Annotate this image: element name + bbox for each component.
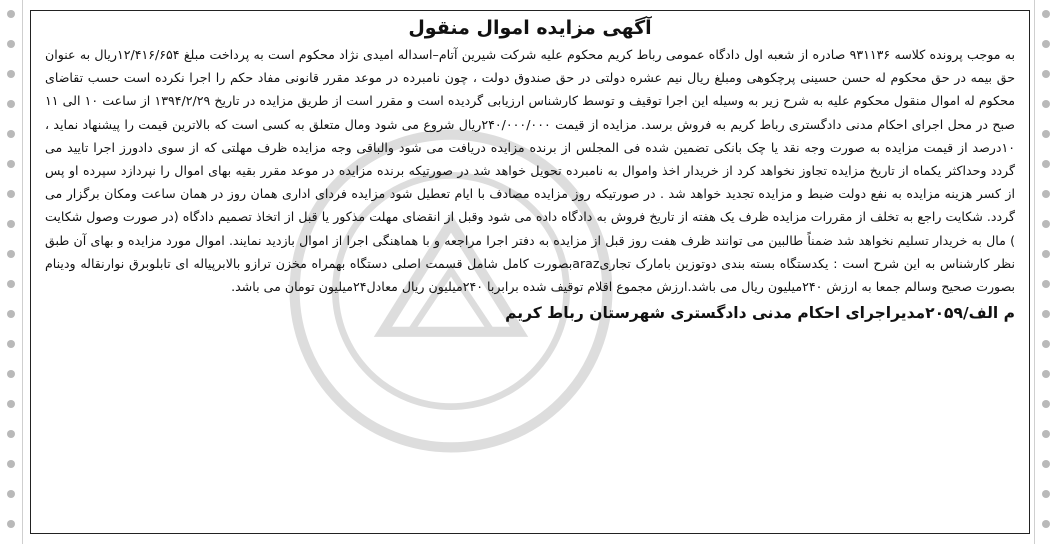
perforation-dot — [7, 370, 15, 378]
perforation-dot — [1042, 370, 1050, 378]
perforation-dot — [7, 220, 15, 228]
right-edge-line — [1034, 0, 1035, 544]
auction-notice — [30, 10, 1030, 534]
perforation-dot — [1042, 430, 1050, 438]
perforation-dot — [7, 40, 15, 48]
perforation-dot — [1042, 490, 1050, 498]
right-perforation-strip — [1035, 0, 1057, 544]
perforation-dot — [1042, 40, 1050, 48]
perforation-dot — [1042, 10, 1050, 18]
perforation-dot — [1042, 190, 1050, 198]
perforation-dot — [7, 100, 15, 108]
notice-signature: م الف/۲۰۵۹مدیراجرای احکام مدنی دادگستری شهرستان رباط کریم — [505, 304, 1015, 323]
perforation-dot — [7, 520, 15, 528]
perforation-dot — [1042, 130, 1050, 138]
perforation-dot — [7, 10, 15, 18]
perforation-dot — [7, 280, 15, 288]
perforation-dot — [7, 250, 15, 258]
perforation-dot — [1042, 520, 1050, 528]
perforation-dot — [1042, 100, 1050, 108]
perforation-dot — [7, 130, 15, 138]
perforation-dot — [7, 310, 15, 318]
left-edge-line — [22, 0, 23, 544]
perforation-dot — [1042, 220, 1050, 228]
perforation-dot — [1042, 160, 1050, 168]
perforation-dot — [1042, 310, 1050, 318]
perforation-dot — [1042, 340, 1050, 348]
perforation-dot — [1042, 280, 1050, 288]
perforation-dot — [1042, 400, 1050, 408]
perforation-dot — [7, 460, 15, 468]
perforation-dot — [7, 490, 15, 498]
notice-title: آگهی مزایده اموال منقول — [408, 17, 652, 39]
perforation-dot — [7, 160, 15, 168]
perforation-dot — [7, 340, 15, 348]
left-perforation-strip — [0, 0, 22, 544]
perforation-dot — [7, 430, 15, 438]
perforation-dot — [1042, 250, 1050, 258]
perforation-dot — [7, 400, 15, 408]
perforation-dot — [7, 190, 15, 198]
perforation-dot — [1042, 460, 1050, 468]
perforation-dot — [7, 70, 15, 78]
perforation-dot — [1042, 70, 1050, 78]
notice-body: به موجب پرونده کلاسه ۹۳۱۱۳۶ صادره از شعبه اول دادگاه عمومی رباط کریم محکوم علیه شرکت شیرین آتام–اسداله امیدی نژاد محکوم است به پرداخت مبلغ ۱۲/۴۱۶/۶۵۴ریال به عنوان حق بیمه در حق محکوم له حسن حسینی پرچکوهی ومبلغ ریال نیم عشره دولتی در حق صندوق دولت ، چون نامبرده در موعد مقرر قانونی مفاد حکم را اجرا نکرده است حسب تقاضای محکوم له اموال منقول محکوم علیه به شرح زیر به وسیله این اجرا توقیف و توسط کارشناس ارزیابی گردیده است و مقرر است از طریق مزایده در تاریخ ۱۳۹۴/۲/۲۹ از ساعت ۱۰ الی ۱۱ صبح در محل اجرای احکام مدنی دادگستری رباط کریم به فروش برسد. مزایده از قیمت ۲۴۰/۰۰۰/۰۰۰ریال شروع می شود ومال متعلق به کسی است که بالاترین قیمت را پیشنهاد نماید ، ۱۰درصد از قیمت مزایده به صورت وجه نقد یا چک بانکی تضمین شده فی المجلس از برنده مزایده دریافت می شود والباقی وجه مزایده ظرف مهلتی که از سوی دادورز اجرا تایید می گردد وحداکثر یکماه از تاریخ مزایده تجاوز نخواهد کرد از خریدار اخذ واموال به نامبرده تحویل خواهد شد در صورتیکه برنده مزایده در موعد مقرر بقیه بهای اموال را نپردازد سپرده او پس از کسر هزینه مزایده به نفع دولت ضبط و مزایده تجدید خواهد شد . در صورتیکه روز مزایده مصادف با ایام تعطیل شود مزایده فردای اداری همان روز در همان ساعت ومکان برگزار می گردد. شکایت راجع به تخلف از مقررات مزایده ظرف یک هفته از تاریخ فروش به دادگاه داده می شود وقبل از انقضای مهلت مذکور یا قبل از اتخاذ تصمیم دادگاه (در صورت وصول شکایت ) مال به خریدار تسلیم نخواهد شد ضمناً طالبین می توانند ظرف هفت روز قبل از مزایده به دفتر اجرا مراجعه و با هماهنگی اجرا از اموال بازدید نمایند. اموال مورد مزایده و بهای آن طبق نظر کارشناس به این شرح است : یکدستگاه بسته بندی دوتوزین بامارک تجاریarazبصورت کامل شامل قسمت اصلی دستگاه بهمراه مخزن ترازو بالابرپیاله ای تابلوبرق نوارنقاله ودینام بصورت صحیح وسالم جمعا به ارزش ۲۴۰میلیون ریال می باشد.ارزش مجموع اقلام توقیف شده برابربا ۲۴۰میلیون ریال معادل۲۴میلیون تومان می باشد. — [45, 47, 1015, 295]
